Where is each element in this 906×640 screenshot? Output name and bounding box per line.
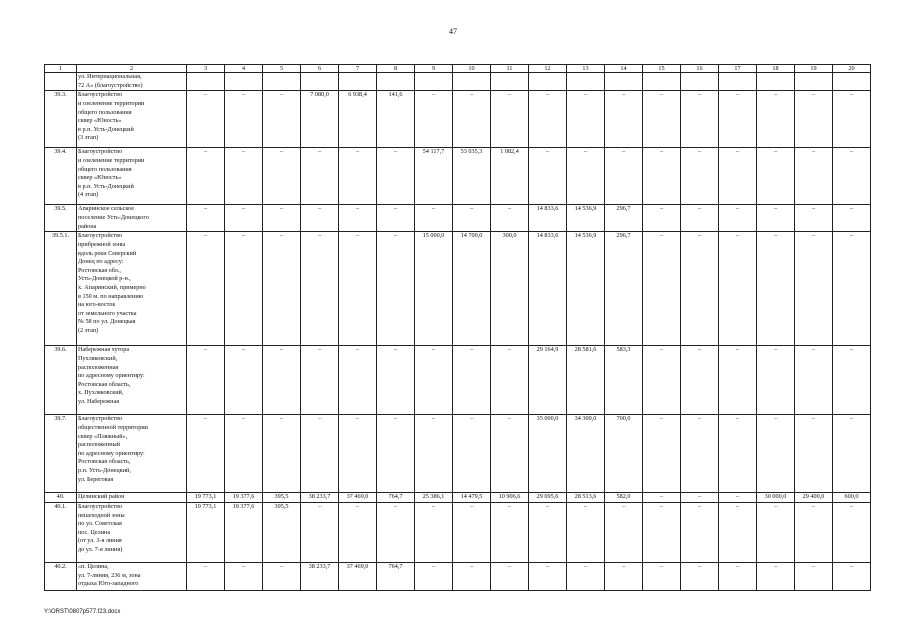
column-header-cell: 5 bbox=[263, 65, 301, 73]
value-cell: – bbox=[187, 415, 225, 493]
value-cell: – bbox=[339, 232, 377, 346]
row-number-cell: 39.5.1. bbox=[45, 232, 77, 346]
column-header-cell: 14 bbox=[605, 65, 643, 73]
table-row bbox=[45, 493, 871, 503]
value-cell: – bbox=[795, 415, 833, 493]
row-number-cell: 39.5. bbox=[45, 205, 77, 232]
value-cell: 700,0 bbox=[605, 415, 643, 493]
value-cell: – bbox=[263, 91, 301, 148]
value-cell: 764,7 bbox=[377, 493, 415, 503]
value-cell: – bbox=[453, 502, 491, 562]
column-header-cell: 7 bbox=[339, 65, 377, 73]
value-cell: – bbox=[415, 562, 453, 590]
value-cell: – bbox=[263, 415, 301, 493]
row-number-cell: 40.2. bbox=[45, 562, 77, 590]
value-cell: 28 581,6 bbox=[567, 346, 605, 415]
value-cell: – bbox=[833, 502, 871, 562]
value-cell bbox=[567, 73, 605, 91]
value-cell: – bbox=[377, 148, 415, 205]
value-cell: – bbox=[453, 91, 491, 148]
value-cell: – bbox=[833, 91, 871, 148]
page-number: 47 bbox=[449, 27, 457, 36]
value-cell: 14 833,6 bbox=[529, 232, 567, 346]
column-header-cell: 15 bbox=[643, 65, 681, 73]
value-cell: – bbox=[833, 232, 871, 346]
value-cell: – bbox=[453, 562, 491, 590]
row-number-cell: 39.7. bbox=[45, 415, 77, 493]
value-cell: 296,7 bbox=[605, 232, 643, 346]
value-cell: – bbox=[757, 232, 795, 346]
value-cell: – bbox=[225, 148, 263, 205]
value-cell: 14 833,6 bbox=[529, 205, 567, 232]
value-cell: 53 035,3 bbox=[453, 148, 491, 205]
row-number-cell: 40. bbox=[45, 493, 77, 503]
value-cell: – bbox=[415, 91, 453, 148]
column-header-cell: 18 bbox=[757, 65, 795, 73]
value-cell: – bbox=[757, 91, 795, 148]
value-cell: 28 513,6 bbox=[567, 493, 605, 503]
value-cell: – bbox=[643, 562, 681, 590]
column-header-cell: 19 bbox=[795, 65, 833, 73]
table-row bbox=[45, 73, 871, 91]
value-cell: – bbox=[263, 232, 301, 346]
value-cell: – bbox=[225, 232, 263, 346]
value-cell: 38 233,7 bbox=[301, 562, 339, 590]
value-cell: – bbox=[643, 205, 681, 232]
value-cell: 1 082,4 bbox=[491, 148, 529, 205]
value-cell: – bbox=[795, 502, 833, 562]
value-cell: – bbox=[719, 562, 757, 590]
value-cell: – bbox=[643, 346, 681, 415]
value-cell: – bbox=[491, 415, 529, 493]
value-cell: – bbox=[719, 415, 757, 493]
value-cell: – bbox=[187, 91, 225, 148]
value-cell: – bbox=[453, 415, 491, 493]
value-cell: – bbox=[795, 148, 833, 205]
value-cell: 30 000,0 bbox=[757, 493, 795, 503]
value-cell: 29 164,9 bbox=[529, 346, 567, 415]
value-cell: – bbox=[643, 493, 681, 503]
value-cell: – bbox=[681, 502, 719, 562]
value-cell bbox=[605, 73, 643, 91]
value-cell: – bbox=[301, 148, 339, 205]
value-cell: 14 536,9 bbox=[567, 232, 605, 346]
value-cell: – bbox=[263, 562, 301, 590]
value-cell: 764,7 bbox=[377, 562, 415, 590]
value-cell: 37 469,0 bbox=[339, 493, 377, 503]
value-cell bbox=[529, 73, 567, 91]
value-cell: 14 700,0 bbox=[453, 232, 491, 346]
table-row bbox=[45, 562, 871, 590]
column-header-cell: 13 bbox=[567, 65, 605, 73]
value-cell: – bbox=[681, 562, 719, 590]
value-cell: – bbox=[187, 562, 225, 590]
row-name-cell: «п. Целина, ул. 7-линия, 236 м, зона отдыха Юго-западного bbox=[77, 562, 187, 590]
value-cell: – bbox=[377, 205, 415, 232]
value-cell bbox=[757, 73, 795, 91]
value-cell: – bbox=[453, 346, 491, 415]
value-cell: – bbox=[757, 415, 795, 493]
value-cell bbox=[681, 73, 719, 91]
value-cell: – bbox=[795, 91, 833, 148]
value-cell: – bbox=[301, 205, 339, 232]
value-cell: – bbox=[187, 232, 225, 346]
value-cell: – bbox=[339, 148, 377, 205]
table-row bbox=[45, 148, 871, 205]
value-cell bbox=[719, 73, 757, 91]
table-row bbox=[45, 205, 871, 232]
value-cell bbox=[377, 73, 415, 91]
value-cell: – bbox=[377, 415, 415, 493]
value-cell: 19 377,6 bbox=[225, 502, 263, 562]
value-cell: – bbox=[567, 148, 605, 205]
row-name-cell: Благоустройство пешеходной зоны по ул. Советская пос. Целина (от ул. 3-я линия до ул. 7-я линия) bbox=[77, 502, 187, 562]
value-cell: 141,6 bbox=[377, 91, 415, 148]
value-cell: – bbox=[529, 148, 567, 205]
value-cell: – bbox=[757, 346, 795, 415]
table-header-row bbox=[45, 65, 871, 73]
value-cell: – bbox=[719, 91, 757, 148]
value-cell: 15 000,0 bbox=[415, 232, 453, 346]
value-cell: – bbox=[377, 346, 415, 415]
table-row bbox=[45, 91, 871, 148]
value-cell: – bbox=[681, 493, 719, 503]
value-cell: – bbox=[681, 415, 719, 493]
value-cell: – bbox=[377, 502, 415, 562]
value-cell: – bbox=[643, 148, 681, 205]
value-cell: 395,5 bbox=[263, 493, 301, 503]
value-cell: – bbox=[605, 148, 643, 205]
value-cell: – bbox=[491, 205, 529, 232]
value-cell: – bbox=[491, 346, 529, 415]
value-cell: 34 300,0 bbox=[567, 415, 605, 493]
row-number-cell: 39.6. bbox=[45, 346, 77, 415]
value-cell: – bbox=[681, 205, 719, 232]
value-cell: – bbox=[795, 562, 833, 590]
value-cell: – bbox=[719, 232, 757, 346]
value-cell: – bbox=[605, 91, 643, 148]
value-cell: – bbox=[757, 148, 795, 205]
table-row bbox=[45, 232, 871, 346]
row-name-cell: Апаринское сельское поселение Усть-Донецкого района bbox=[77, 205, 187, 232]
value-cell: 29 095,6 bbox=[529, 493, 567, 503]
value-cell: – bbox=[833, 562, 871, 590]
value-cell: 35 000,0 bbox=[529, 415, 567, 493]
value-cell: 14 536,9 bbox=[567, 205, 605, 232]
value-cell: 14 479,5 bbox=[453, 493, 491, 503]
file-path-footer: Y:\ORST\0807p577.f23.docx bbox=[44, 609, 121, 615]
table-row bbox=[45, 415, 871, 493]
value-cell bbox=[833, 73, 871, 91]
value-cell: – bbox=[643, 232, 681, 346]
value-cell bbox=[301, 73, 339, 91]
value-cell bbox=[225, 73, 263, 91]
row-number-cell: 39.4. bbox=[45, 148, 77, 205]
value-cell: – bbox=[491, 562, 529, 590]
column-header-cell: 4 bbox=[225, 65, 263, 73]
value-cell: 7 080,0 bbox=[301, 91, 339, 148]
value-cell: – bbox=[833, 346, 871, 415]
value-cell: – bbox=[225, 415, 263, 493]
value-cell: – bbox=[719, 346, 757, 415]
value-cell: 38 233,7 bbox=[301, 493, 339, 503]
value-cell: – bbox=[681, 232, 719, 346]
value-cell: – bbox=[301, 415, 339, 493]
value-cell: – bbox=[339, 415, 377, 493]
value-cell: – bbox=[377, 232, 415, 346]
value-cell: – bbox=[263, 148, 301, 205]
value-cell: 19 773,1 bbox=[187, 493, 225, 503]
value-cell: – bbox=[301, 232, 339, 346]
value-cell bbox=[491, 73, 529, 91]
value-cell: – bbox=[605, 502, 643, 562]
row-name-cell: Благоустройство и озеленение территории общего пользования сквер «Юность» в р.п. Усть-Донецкий (3 этап) bbox=[77, 91, 187, 148]
value-cell: – bbox=[225, 91, 263, 148]
value-cell: – bbox=[643, 502, 681, 562]
value-cell: – bbox=[757, 562, 795, 590]
column-header-cell: 9 bbox=[415, 65, 453, 73]
row-number-cell: 39.3. bbox=[45, 91, 77, 148]
value-cell bbox=[643, 73, 681, 91]
value-cell: – bbox=[529, 502, 567, 562]
value-cell: 37 469,0 bbox=[339, 562, 377, 590]
value-cell: – bbox=[605, 562, 643, 590]
value-cell: 582,0 bbox=[605, 493, 643, 503]
value-cell: – bbox=[719, 493, 757, 503]
value-cell: – bbox=[757, 502, 795, 562]
column-header-cell: 3 bbox=[187, 65, 225, 73]
value-cell bbox=[187, 73, 225, 91]
column-header-cell: 8 bbox=[377, 65, 415, 73]
column-header-cell: 6 bbox=[301, 65, 339, 73]
value-cell: – bbox=[225, 205, 263, 232]
column-header-cell: 10 bbox=[453, 65, 491, 73]
value-cell bbox=[263, 73, 301, 91]
value-cell: – bbox=[567, 562, 605, 590]
column-header-cell: 2 bbox=[77, 65, 187, 73]
value-cell: – bbox=[491, 91, 529, 148]
budget-table bbox=[44, 64, 871, 591]
row-name-cell: Набережная хутора Пухляковский, расположенная по адресному ориентиру: Ростовская область, х. Пухляковский, ул. Набережная bbox=[77, 346, 187, 415]
row-name-cell: ул. Интернациональная, 72 А» (благоустройство) bbox=[77, 73, 187, 91]
value-cell: – bbox=[187, 346, 225, 415]
value-cell: 10 906,6 bbox=[491, 493, 529, 503]
value-cell: – bbox=[681, 91, 719, 148]
value-cell: – bbox=[529, 562, 567, 590]
value-cell bbox=[339, 73, 377, 91]
value-cell: – bbox=[833, 415, 871, 493]
value-cell: 583,3 bbox=[605, 346, 643, 415]
value-cell: – bbox=[719, 205, 757, 232]
value-cell: – bbox=[795, 205, 833, 232]
value-cell: 600,0 bbox=[833, 493, 871, 503]
value-cell: – bbox=[225, 346, 263, 415]
value-cell: – bbox=[263, 205, 301, 232]
row-name-cell: Целинский район bbox=[77, 493, 187, 503]
row-name-cell: Благоустройство прибрежной зоны вдоль реки Северский Донец по адресу: Ростовская обл., Усть-Донецкой р-н., х. Апаринский, примерно в 150 м. по направлению на юго-восток от земельного участка № 58 по ул. Донецкая (2 этап) bbox=[77, 232, 187, 346]
value-cell: – bbox=[415, 502, 453, 562]
value-cell: – bbox=[187, 148, 225, 205]
value-cell bbox=[795, 73, 833, 91]
column-header-cell: 1 bbox=[45, 65, 77, 73]
value-cell: – bbox=[757, 205, 795, 232]
value-cell: – bbox=[339, 502, 377, 562]
value-cell: – bbox=[301, 346, 339, 415]
value-cell: 6 938,4 bbox=[339, 91, 377, 148]
value-cell: – bbox=[567, 502, 605, 562]
value-cell: – bbox=[681, 148, 719, 205]
value-cell: – bbox=[567, 91, 605, 148]
value-cell: – bbox=[795, 346, 833, 415]
value-cell: – bbox=[681, 346, 719, 415]
value-cell: – bbox=[415, 205, 453, 232]
column-header-cell: 16 bbox=[681, 65, 719, 73]
column-header-cell: 17 bbox=[719, 65, 757, 73]
row-name-cell: Благоустройство общественной территории сквер «Пляжный», расположенный по адресному ориентиру: Ростовская область, р.п. Усть-Донецкий, ул. Береговая bbox=[77, 415, 187, 493]
value-cell: – bbox=[415, 346, 453, 415]
value-cell: – bbox=[263, 346, 301, 415]
value-cell: 25 386,1 bbox=[415, 493, 453, 503]
value-cell: – bbox=[339, 205, 377, 232]
value-cell: – bbox=[301, 502, 339, 562]
value-cell: – bbox=[719, 148, 757, 205]
value-cell: – bbox=[491, 502, 529, 562]
row-name-cell: Благоустройство и озеленение территории общего пользования сквер «Юность» в р.п. Усть-Донецкий (4 этап) bbox=[77, 148, 187, 205]
value-cell bbox=[415, 73, 453, 91]
value-cell: – bbox=[833, 148, 871, 205]
row-number-cell: 40.1. bbox=[45, 502, 77, 562]
value-cell: – bbox=[529, 91, 567, 148]
value-cell: – bbox=[339, 346, 377, 415]
column-header-cell: 11 bbox=[491, 65, 529, 73]
value-cell: – bbox=[643, 91, 681, 148]
column-header-cell: 20 bbox=[833, 65, 871, 73]
value-cell: – bbox=[187, 205, 225, 232]
value-cell: – bbox=[719, 502, 757, 562]
value-cell: 54 117,7 bbox=[415, 148, 453, 205]
value-cell: – bbox=[453, 205, 491, 232]
value-cell: – bbox=[795, 232, 833, 346]
column-header-cell: 12 bbox=[529, 65, 567, 73]
table-row bbox=[45, 346, 871, 415]
value-cell: 19 377,6 bbox=[225, 493, 263, 503]
value-cell: 395,5 bbox=[263, 502, 301, 562]
value-cell: 300,0 bbox=[491, 232, 529, 346]
value-cell: – bbox=[833, 205, 871, 232]
value-cell: – bbox=[225, 562, 263, 590]
value-cell: 29 400,0 bbox=[795, 493, 833, 503]
value-cell: – bbox=[415, 415, 453, 493]
value-cell bbox=[453, 73, 491, 91]
row-number-cell bbox=[45, 73, 77, 91]
value-cell: 19 773,1 bbox=[187, 502, 225, 562]
table-row bbox=[45, 502, 871, 562]
value-cell: 296,7 bbox=[605, 205, 643, 232]
value-cell: – bbox=[643, 415, 681, 493]
